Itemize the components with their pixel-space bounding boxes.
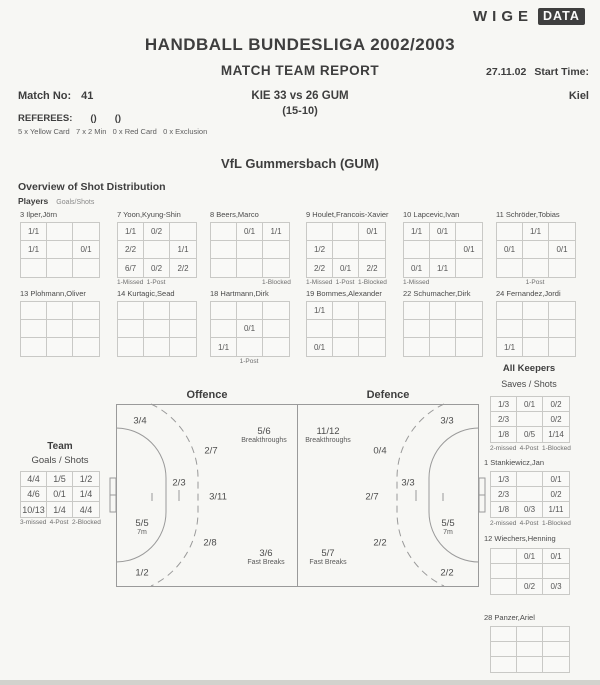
player-shot-notes: [306, 279, 387, 286]
offence-back-court-top: 2/7: [204, 445, 218, 457]
match-no-label: Match No:: [18, 90, 72, 102]
defence-label: Defence: [366, 389, 410, 401]
grid-cell: 0/1: [456, 241, 482, 259]
grid-note: 1-Missed: [403, 279, 430, 286]
grid-cell: 0/1: [497, 241, 523, 259]
keeper-shot-grid: [490, 548, 570, 595]
grid-cell: [211, 320, 237, 338]
nine-meter-line-left: [151, 404, 198, 586]
player-block: [20, 210, 112, 279]
grid-cell: [73, 320, 99, 338]
grid-cell: [307, 223, 333, 241]
grid-cell: [404, 320, 430, 338]
player-block: [306, 289, 398, 358]
referees-label: REFEREES:: [18, 113, 73, 124]
grid-note: [496, 279, 522, 286]
grid-note: 1-Blocked: [262, 279, 291, 286]
grid-cell: 0/1: [549, 241, 575, 259]
grid-note: [455, 279, 481, 286]
grid-cell: 0/1: [543, 549, 569, 564]
grid-cell: [144, 338, 170, 356]
grid-cell: [333, 338, 359, 356]
cards-summary: 5 x Yellow Card 7 x 2 Min 0 x Red Card 0 x Exclusion: [18, 127, 208, 136]
grid-cell: [491, 642, 517, 657]
grid-cell: [333, 302, 359, 320]
grid-cell: [263, 241, 289, 259]
offence-fast-breaks: 3/6 Fast Breaks: [247, 548, 285, 567]
referee-2: (): [114, 113, 122, 124]
team-name-title: VfL Gummersbach (GUM): [221, 156, 379, 171]
grid-note: [210, 279, 236, 286]
defence-back-court-bottom: 2/2: [373, 537, 387, 549]
grid-cell: [430, 302, 456, 320]
grid-cell: [263, 259, 289, 277]
grid-cell: [517, 487, 543, 502]
player-block: [210, 210, 302, 286]
player-block: [403, 210, 495, 286]
grid-cell: [497, 320, 523, 338]
grid-note: 1-Blocked: [542, 445, 571, 452]
grid-cell: 6/7: [118, 259, 144, 277]
grid-cell: [263, 338, 289, 356]
player-shot-grid: [496, 222, 576, 278]
grid-cell: [523, 241, 549, 259]
grid-cell: 0/3: [517, 502, 543, 517]
grid-cell: 1/1: [170, 241, 196, 259]
grid-cell: [523, 338, 549, 356]
grid-note: 1-Post: [335, 279, 355, 286]
grid-cell: 4/4: [79, 504, 93, 515]
team-shot-grid: [20, 471, 100, 518]
grid-cell: 1/4: [73, 487, 99, 502]
court-markings: [116, 404, 479, 587]
grid-note: 4-Post: [519, 520, 539, 527]
grid-cell: 0/1: [237, 223, 263, 241]
grid-cell: [404, 338, 430, 356]
grid-cell: 2/2: [366, 263, 378, 273]
grid-note: 1-Blocked: [542, 520, 571, 527]
six-meter-line-right: [429, 428, 479, 562]
grid-cell: 0/2: [543, 412, 569, 427]
grid-note: 2-missed: [490, 445, 517, 452]
grid-cell: 0/1: [543, 472, 569, 487]
grid-cell: [47, 302, 73, 320]
player-block: [496, 210, 588, 286]
player-shot-grid: [20, 301, 100, 357]
start-time-label: Start Time:: [534, 66, 589, 78]
grid-cell: 0/1: [517, 549, 543, 564]
grid-note: 1-Post: [239, 358, 259, 365]
keeper-name: 12 Wiechers,Henning: [484, 534, 556, 543]
grid-note: 1-Missed: [117, 279, 144, 286]
grid-cell: 1/11: [548, 505, 564, 514]
report-title: HANDBALL BUNDESLIGA 2002/2003: [144, 35, 456, 54]
grid-note: 4-Post: [49, 519, 69, 526]
grid-cell: [549, 320, 575, 338]
defence-seven-meter: 5/5 7m: [441, 518, 455, 537]
grid-cell: [517, 412, 543, 427]
player-name: 11 Schröder,Tobias: [496, 210, 560, 219]
player-name: 13 Plohmann,Oliver: [20, 289, 86, 298]
grid-cell: [237, 259, 263, 277]
player-block: [210, 289, 302, 365]
grid-cell: [118, 338, 144, 356]
grid-cell: [144, 241, 170, 259]
grid-cell: [549, 302, 575, 320]
grid-cell: [73, 259, 99, 277]
grid-cell: [543, 627, 569, 642]
grid-cell: 1/1: [307, 302, 333, 320]
grid-cell: 1/14: [548, 430, 564, 439]
grid-note: 1-Missed: [306, 279, 333, 286]
grid-cell: 1/4: [47, 502, 73, 517]
grid-cell: 1/3: [491, 397, 517, 412]
player-shot-grid: [403, 222, 483, 278]
grid-cell: [237, 338, 263, 356]
grid-cell: [497, 223, 523, 241]
grid-cell: 2/3: [491, 487, 517, 502]
grid-cell: 1/8: [491, 502, 517, 517]
grid-cell: 0/2: [543, 487, 569, 502]
goals-shots-label: Goals/Shots: [56, 199, 95, 206]
grid-cell: 1/1: [21, 241, 47, 259]
players-label: Players: [18, 196, 49, 206]
grid-cell: 1/1: [118, 223, 144, 241]
player-name: 9 Houlet,Francois-Xavier: [306, 210, 389, 219]
player-name: 22 Schumacher,Dirk: [403, 289, 471, 298]
grid-note: 1-Post: [525, 279, 545, 286]
grid-cell: [517, 564, 543, 579]
keeper-shot-notes: [490, 520, 571, 527]
grid-cell: [21, 259, 47, 277]
keeper-shot-grid: [490, 471, 570, 518]
nine-meter-line-right: [397, 404, 444, 586]
grid-cell: [211, 223, 237, 241]
player-shot-grid: [210, 222, 290, 278]
players-legend: [18, 196, 94, 206]
all-keepers-grid: [490, 396, 570, 443]
grid-cell: [144, 320, 170, 338]
grid-note: 1-Post: [146, 279, 166, 286]
grid-cell: [491, 657, 517, 672]
grid-cell: 0/1: [517, 397, 543, 412]
offence-back-court-mid: 3/11: [209, 491, 227, 503]
referees-line: [18, 113, 121, 124]
grid-cell: [144, 302, 170, 320]
grid-cell: [170, 338, 196, 356]
grid-cell: [404, 241, 430, 259]
grid-cell: [170, 320, 196, 338]
grid-cell: 1/1: [211, 338, 237, 356]
grid-cell: 4/4: [21, 472, 47, 487]
player-name: 7 Yoon,Kyung-Shin: [117, 210, 181, 219]
halftime-score: (15-10): [282, 105, 318, 117]
grid-cell: [263, 302, 289, 320]
grid-cell: 1/5: [47, 472, 73, 487]
grid-cell: 1/1: [404, 223, 430, 241]
grid-cell: [456, 320, 482, 338]
grid-cell: [517, 657, 543, 672]
grid-cell: 4/6: [21, 487, 47, 502]
page-bottom-edge: [0, 680, 600, 685]
player-shot-grid: [20, 222, 100, 278]
grid-cell: [549, 338, 575, 356]
grid-cell: [456, 302, 482, 320]
grid-cell: [497, 302, 523, 320]
offence-label: Offence: [186, 389, 228, 401]
grid-note: [548, 279, 574, 286]
defence-back-court-mid: 2/7: [365, 491, 379, 503]
grid-cell: 1/2: [307, 241, 333, 259]
grid-note: [236, 279, 262, 286]
grid-cell: [456, 223, 482, 241]
keeper-name: 28 Panzer,Ariel: [484, 613, 535, 622]
grid-cell: [21, 302, 47, 320]
grid-cell: 0/1: [404, 259, 430, 277]
player-block: [496, 289, 588, 358]
team-panel-subtitle: Goals / Shots: [31, 455, 89, 466]
wige-data-logo: [473, 8, 585, 25]
grid-cell: [263, 320, 289, 338]
grid-cell: [307, 320, 333, 338]
player-shot-grid: [496, 301, 576, 357]
defence-back-court-top: 0/4: [373, 445, 387, 457]
grid-cell: [497, 259, 523, 277]
grid-cell: 1/3: [491, 472, 517, 487]
offence-pivot: 2/3: [172, 477, 186, 489]
grid-cell: 0/1: [430, 223, 456, 241]
player-name: 8 Beers,Marco: [210, 210, 259, 219]
grid-cell: [47, 338, 73, 356]
keeper-shot-grid: [490, 626, 570, 673]
player-name: 10 Lapcevic,Ivan: [403, 210, 460, 219]
grid-cell: [543, 642, 569, 657]
grid-cell: [73, 338, 99, 356]
player-block: [117, 210, 209, 286]
grid-cell: 2/2: [177, 263, 189, 273]
grid-cell: [491, 564, 517, 579]
grid-cell: 0/2: [144, 259, 170, 277]
grid-cell: 0/2: [543, 397, 569, 412]
grid-cell: 1/8: [491, 427, 517, 442]
grid-cell: [21, 338, 47, 356]
grid-cell: 0/3: [550, 582, 562, 591]
grid-cell: [359, 241, 385, 259]
player-shot-notes: [403, 279, 481, 286]
grid-note: [429, 279, 455, 286]
player-shot-grid: [210, 301, 290, 357]
grid-cell: 0/1: [359, 223, 385, 241]
grid-cell: 1/2: [73, 472, 99, 487]
grid-cell: [517, 642, 543, 657]
grid-cell: 0/1: [73, 241, 99, 259]
grid-cell: 0/1: [237, 320, 263, 338]
grid-cell: [491, 579, 517, 594]
grid-cell: [491, 549, 517, 564]
player-block: [117, 289, 209, 358]
grid-cell: 1/1: [21, 223, 47, 241]
referee-1: (): [90, 113, 97, 124]
player-block: [306, 210, 398, 286]
grid-cell: 0/1: [307, 338, 333, 356]
grid-cell: [523, 302, 549, 320]
grid-cell: [517, 627, 543, 642]
grid-cell: [21, 320, 47, 338]
grid-note: [169, 279, 195, 286]
logo-wige-text: WIGE: [473, 8, 533, 25]
venue: Kiel: [568, 90, 589, 102]
match-no-value: 41: [81, 90, 94, 102]
grid-cell: 0/5: [517, 427, 543, 442]
grid-cell: [430, 320, 456, 338]
defence-wing-bottom: 2/2: [440, 567, 454, 579]
player-block: [20, 289, 112, 358]
offence-breakthroughs: 5/6 Breakthroughs: [241, 426, 287, 445]
grid-cell: [170, 302, 196, 320]
date-start-time: [486, 66, 589, 78]
grid-cell: [456, 259, 482, 277]
score-line: KIE 33 vs 26 GUM: [251, 90, 349, 102]
grid-cell: [47, 320, 73, 338]
grid-cell: [430, 338, 456, 356]
grid-note: 3-missed: [20, 519, 47, 526]
match-date: 27.11.02: [486, 66, 527, 78]
player-shot-notes: [496, 279, 574, 286]
offence-wing-bottom: 1/2: [135, 567, 149, 579]
all-keepers-title: All Keepers: [502, 363, 556, 374]
grid-cell: [47, 259, 73, 277]
grid-note: 1-Blocked: [358, 279, 387, 286]
player-shot-grid: [306, 301, 386, 357]
grid-cell: 0/1: [333, 259, 359, 277]
player-name: 19 Bommes,Alexander: [306, 289, 382, 298]
offence-wing-top: 3/4: [133, 415, 147, 427]
grid-cell: [523, 320, 549, 338]
grid-note: 2-Blocked: [72, 519, 101, 526]
team-panel: [20, 441, 100, 526]
grid-cell: 10/13: [21, 502, 47, 517]
all-keepers-notes: [490, 445, 571, 452]
grid-cell: [359, 302, 385, 320]
grid-cell: [543, 657, 569, 672]
grid-cell: [73, 302, 99, 320]
grid-cell: [47, 241, 73, 259]
grid-cell: 1/1: [263, 223, 289, 241]
report-subtitle: MATCH TEAM REPORT: [220, 63, 380, 78]
grid-cell: [237, 241, 263, 259]
grid-cell: [549, 223, 575, 241]
grid-cell: [118, 320, 144, 338]
player-shot-grid: [403, 301, 483, 357]
grid-cell: 0/2: [517, 579, 543, 594]
grid-cell: [517, 472, 543, 487]
player-shot-notes: [210, 358, 288, 365]
team-shot-notes: [20, 519, 101, 526]
grid-cell: 1/1: [430, 259, 456, 277]
player-shot-notes: [210, 279, 291, 286]
grid-cell: 2/2: [118, 241, 144, 259]
grid-note: 2-missed: [490, 520, 517, 527]
grid-cell: [456, 338, 482, 356]
grid-cell: 2/2: [307, 259, 333, 277]
player-name: 14 Kurtagic,Sead: [117, 289, 175, 298]
grid-cell: [118, 302, 144, 320]
grid-note: [210, 358, 236, 365]
overview-title: Overview of Shot Distribution: [18, 181, 166, 193]
grid-cell: [211, 259, 237, 277]
defence-pivot: 3/3: [401, 477, 415, 489]
saves-shots-label: Saves / Shots: [501, 379, 557, 389]
grid-cell: [359, 338, 385, 356]
grid-cell: 2/3: [491, 412, 517, 427]
grid-cell: [543, 564, 569, 579]
team-panel-title: Team: [47, 441, 73, 452]
defence-fast-breaks: 5/7 Fast Breaks: [309, 548, 347, 567]
player-shot-notes: [117, 279, 195, 286]
grid-note: [262, 358, 288, 365]
grid-cell: [430, 241, 456, 259]
player-shot-grid: [117, 301, 197, 357]
defence-breakthroughs: 11/12 Breakthroughs: [305, 426, 351, 445]
grid-cell: 1/1: [497, 338, 523, 356]
player-shot-grid: [306, 222, 386, 278]
player-name: 3 Ilper,Jörn: [20, 210, 58, 219]
grid-cell: [237, 302, 263, 320]
offence-seven-meter: 5/5 7m: [135, 518, 149, 537]
grid-cell: [73, 223, 99, 241]
grid-note: 4-Post: [519, 445, 539, 452]
grid-cell: [211, 241, 237, 259]
grid-cell: [359, 320, 385, 338]
six-meter-line-left: [116, 428, 166, 562]
defence-wing-top: 3/3: [440, 415, 454, 427]
grid-cell: [404, 302, 430, 320]
grid-cell: [333, 223, 359, 241]
offence-back-court-bottom: 2/8: [203, 537, 217, 549]
court-diagram: [116, 389, 479, 587]
player-name: 18 Hartmann,Dirk: [210, 289, 269, 298]
player-name: 24 Fernandez,Jordi: [496, 289, 561, 298]
player-shot-grid: [117, 222, 197, 278]
grid-cell: [333, 320, 359, 338]
grid-cell: 0/1: [47, 487, 73, 502]
grid-cell: [523, 259, 549, 277]
grid-cell: 1/1: [523, 223, 549, 241]
grid-cell: [491, 627, 517, 642]
logo-data-badge: DATA: [538, 8, 585, 25]
grid-cell: [47, 223, 73, 241]
grid-cell: 0/2: [144, 223, 170, 241]
grid-cell: [170, 223, 196, 241]
player-block: [403, 289, 495, 358]
grid-cell: [333, 241, 359, 259]
keeper-name: 1 Stankiewicz,Jan: [484, 458, 545, 467]
grid-cell: [211, 302, 237, 320]
grid-cell: [549, 259, 575, 277]
